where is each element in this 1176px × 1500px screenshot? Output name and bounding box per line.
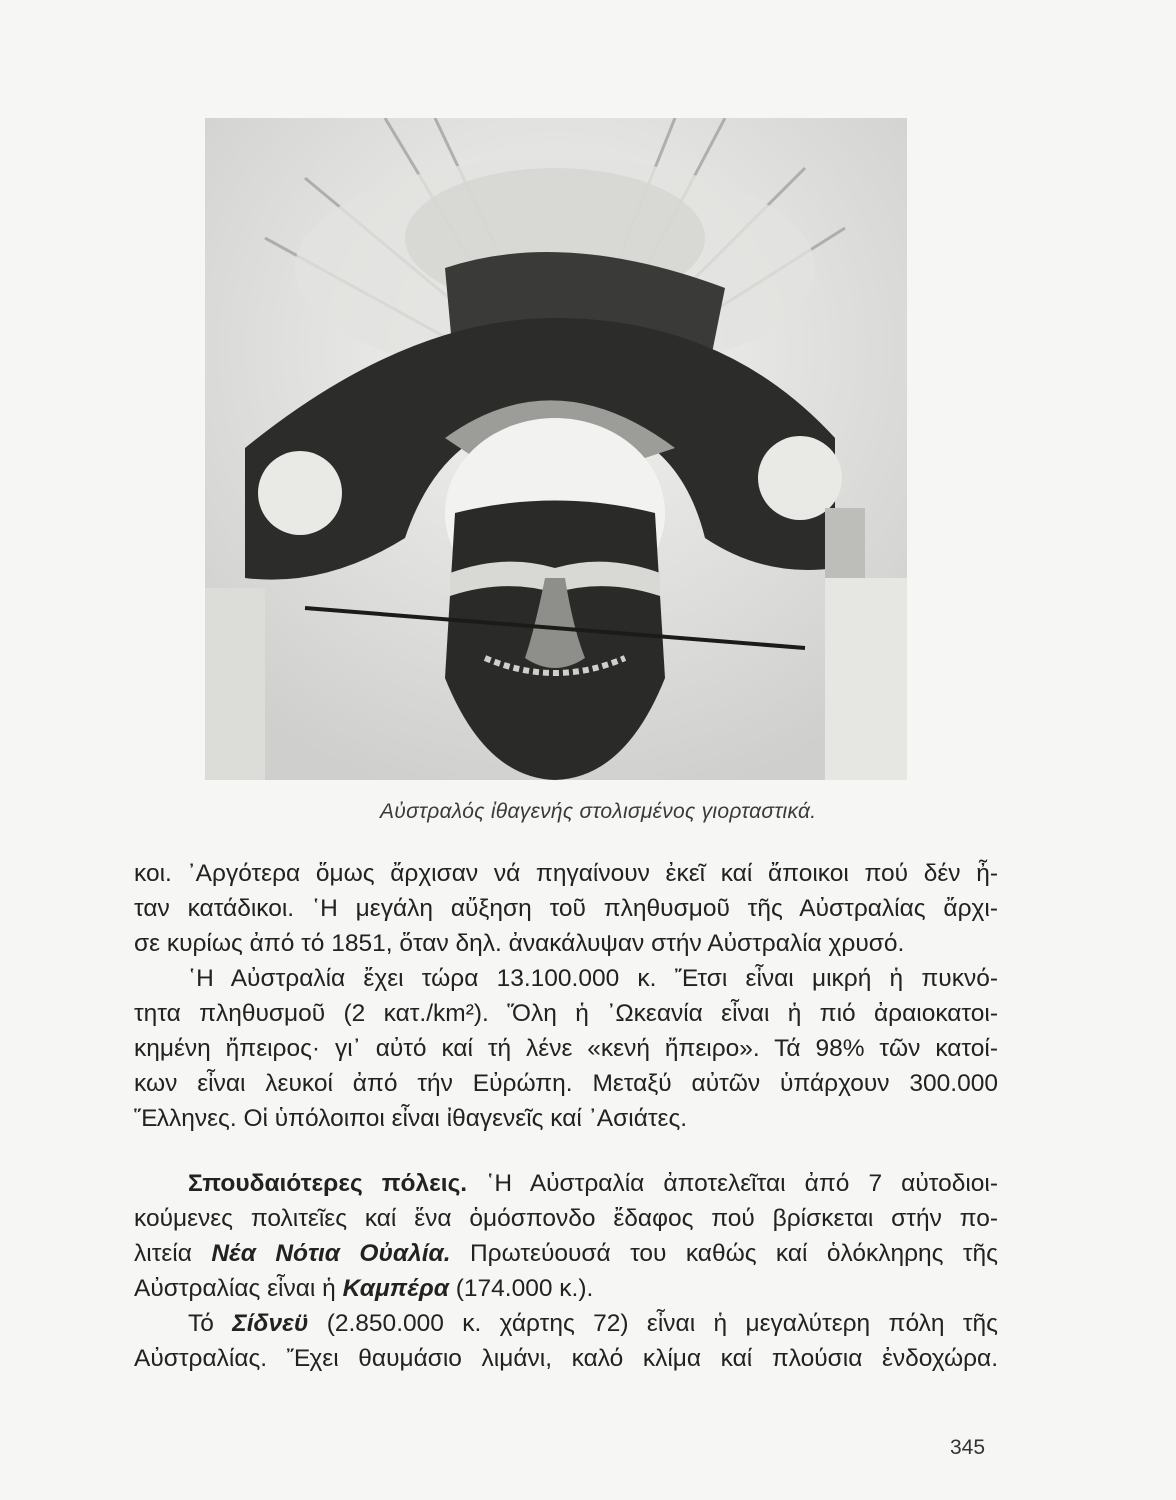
- photo-caption: Αὐστραλός ἰθαγενής στολισμένος γιορταστικά.: [380, 800, 817, 823]
- portrait-photo: [205, 118, 907, 780]
- body-line: [134, 1236, 998, 1271]
- body-line: τητα πληθυσμοῦ (2 κατ./km²). Ὅλη ἡ ᾿Ωκεανία εἶναι ἡ πιό ἀραιοκατοι-: [134, 1000, 998, 1027]
- place-name: Σίδνεϋ: [232, 1310, 309, 1337]
- body-text-span: Πρωτεύουσά του καθώς καί ὁλόκληρης τῆς: [450, 1240, 998, 1267]
- section-text: ῾Η Αὐστραλία ἀποτελεῖται ἀπό 7 αὐτοδιοι-: [467, 1170, 999, 1197]
- body-text-span: Τό: [188, 1310, 233, 1337]
- body-line: κοι. ᾿Αργότερα ὅμως ἄρχισαν νά πηγαίνουν ἐκεῖ καί ἄποικοι πού δέν ἦ-: [134, 860, 998, 887]
- body-line: Ἕλληνες. Οἱ ὑπόλοιποι εἶναι ἰθαγενεῖς καί ᾿Ασιάτες.: [134, 1105, 688, 1132]
- page-number: 345: [950, 1436, 986, 1459]
- body-line: σε κυρίως ἀπό τό 1851, ὅταν δηλ. ἀνακάλυψαν στήν Αὐστραλία χρυσό.: [134, 930, 905, 957]
- body-line: κημένη ἤπειρος· γι᾿ αὐτό καί τή λένε «κενή ἤπειρο». Τά 98% τῶν κατοί-: [134, 1035, 998, 1062]
- body-line: [134, 1306, 998, 1341]
- portrait-photo-icon: [205, 118, 907, 780]
- body-text-span: Αὐστραλίας εἶναι ἡ: [134, 1275, 343, 1302]
- body-text-span: λιτεία: [134, 1240, 212, 1267]
- body-text: [134, 856, 998, 1376]
- body-line: ταν κατάδικοι. ῾Η μεγάλη αὔξηση τοῦ πληθυσμοῦ τῆς Αὐστραλίας ἄρχι-: [134, 895, 998, 922]
- body-text-span: (174.000 κ.).: [448, 1275, 594, 1302]
- place-name: Νέα Νότια Οὐαλία.: [211, 1240, 451, 1267]
- place-name: Καμπέρα: [342, 1275, 449, 1302]
- body-text-span: (2.850.000 κ. χάρτης 72) εἶναι ἡ μεγαλύτερη πόλη τῆς: [308, 1310, 998, 1337]
- body-line: κούμενες πολιτεῖες καί ἕνα ὁμόσπονδο ἔδαφος πού βρίσκεται στήν πο-: [134, 1205, 998, 1232]
- body-line: Αὐστραλίας. Ἔχει θαυμάσιο λιμάνι, καλό κλίμα καί πλούσια ἐνδοχώρα.: [134, 1345, 998, 1372]
- body-line: κων εἶναι λευκοί ἀπό τήν Εὐρώπη. Μεταξύ αὐτῶν ὑπάρχουν 300.000: [134, 1070, 998, 1097]
- section-heading: Σπουδαιότερες πόλεις.: [188, 1170, 468, 1197]
- body-line: ῾Η Αὐστραλία ἔχει τώρα 13.100.000 κ. Ἔτσι εἶναι μικρή ἡ πυκνό-: [188, 965, 998, 992]
- section-first-line: [134, 1166, 998, 1201]
- body-line: [134, 1271, 998, 1306]
